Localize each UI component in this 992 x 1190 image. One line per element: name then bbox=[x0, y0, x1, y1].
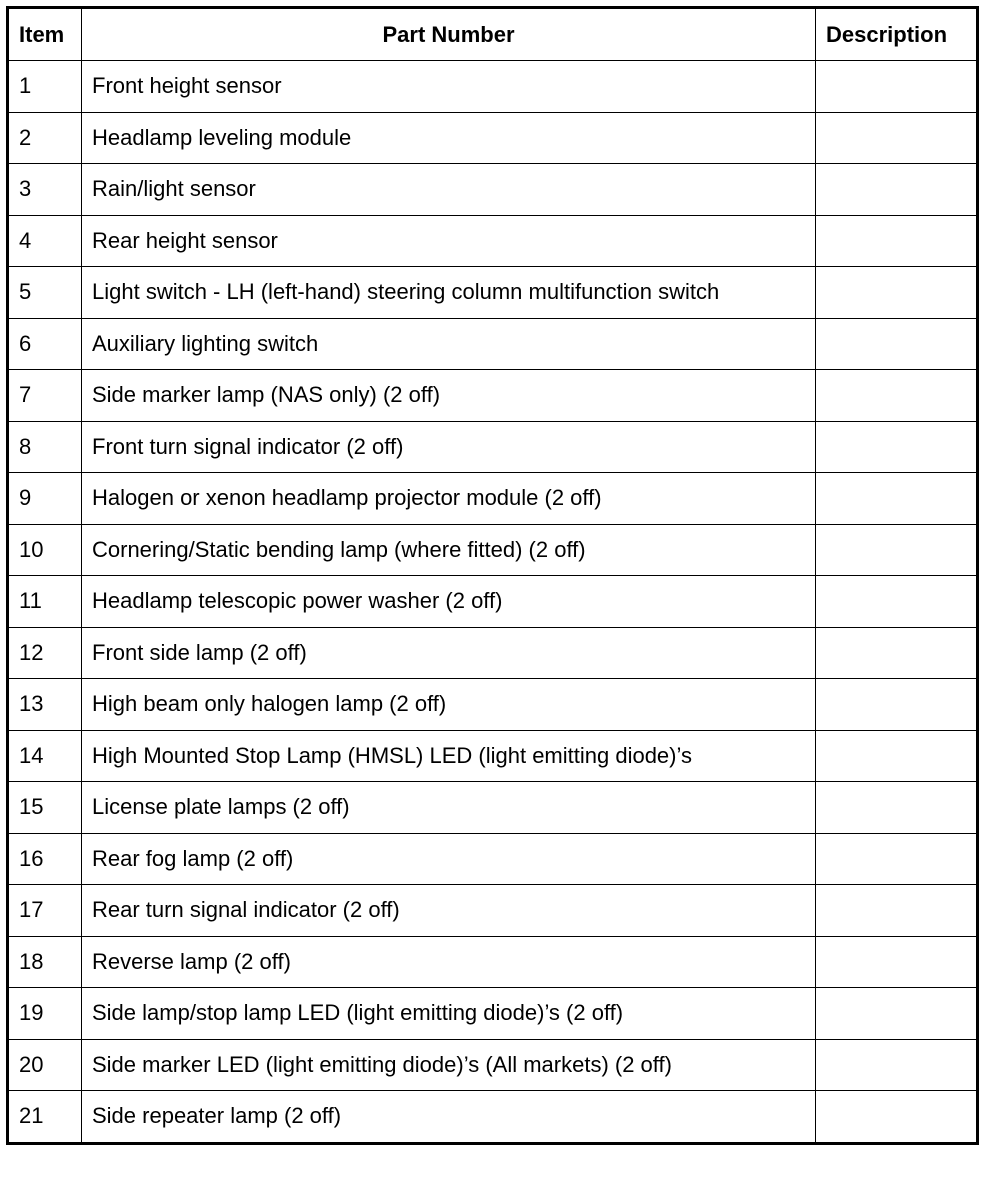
table-row bbox=[8, 885, 978, 937]
description-cell bbox=[816, 988, 978, 1040]
table-row bbox=[8, 267, 978, 319]
table-row bbox=[8, 370, 978, 422]
table-row bbox=[8, 112, 978, 164]
description-cell bbox=[816, 164, 978, 216]
description-cell bbox=[816, 936, 978, 988]
table-row bbox=[8, 782, 978, 834]
table-row bbox=[8, 730, 978, 782]
item-number-cell: 21 bbox=[8, 1091, 82, 1144]
table-row bbox=[8, 421, 978, 473]
item-number-cell: 6 bbox=[8, 318, 82, 370]
part-name-cell: Side marker lamp (NAS only) (2 off) bbox=[82, 370, 816, 422]
description-cell bbox=[816, 112, 978, 164]
part-name-cell: Side repeater lamp (2 off) bbox=[82, 1091, 816, 1144]
description-cell bbox=[816, 473, 978, 525]
table-row bbox=[8, 627, 978, 679]
part-name-cell: Front height sensor bbox=[82, 61, 816, 113]
part-name-cell: Halogen or xenon headlamp projector module (2 off) bbox=[82, 473, 816, 525]
item-number-cell: 18 bbox=[8, 936, 82, 988]
item-number-cell: 9 bbox=[8, 473, 82, 525]
part-name-cell: Front side lamp (2 off) bbox=[82, 627, 816, 679]
part-name-cell: Headlamp leveling module bbox=[82, 112, 816, 164]
table-row bbox=[8, 215, 978, 267]
parts-table bbox=[6, 6, 979, 1145]
item-number-cell: 1 bbox=[8, 61, 82, 113]
table-row bbox=[8, 164, 978, 216]
item-number-cell: 11 bbox=[8, 576, 82, 628]
item-number-cell: 17 bbox=[8, 885, 82, 937]
part-name-cell: License plate lamps (2 off) bbox=[82, 782, 816, 834]
description-cell bbox=[816, 679, 978, 731]
item-number-cell: 13 bbox=[8, 679, 82, 731]
description-cell bbox=[816, 627, 978, 679]
table-row bbox=[8, 473, 978, 525]
description-cell bbox=[816, 61, 978, 113]
part-name-cell: High Mounted Stop Lamp (HMSL) LED (light emitting diode)’s bbox=[82, 730, 816, 782]
description-cell bbox=[816, 885, 978, 937]
description-cell bbox=[816, 267, 978, 319]
part-name-cell: Side marker LED (light emitting diode)’s (All markets) (2 off) bbox=[82, 1039, 816, 1091]
description-cell bbox=[816, 524, 978, 576]
item-number-cell: 16 bbox=[8, 833, 82, 885]
item-number-cell: 2 bbox=[8, 112, 82, 164]
item-number-cell: 20 bbox=[8, 1039, 82, 1091]
part-name-cell: Rear turn signal indicator (2 off) bbox=[82, 885, 816, 937]
part-name-cell: Rear fog lamp (2 off) bbox=[82, 833, 816, 885]
description-cell bbox=[816, 576, 978, 628]
table-row bbox=[8, 524, 978, 576]
part-name-cell: Rear height sensor bbox=[82, 215, 816, 267]
table-row bbox=[8, 318, 978, 370]
table-row bbox=[8, 1091, 978, 1144]
item-number-cell: 12 bbox=[8, 627, 82, 679]
description-cell bbox=[816, 421, 978, 473]
description-cell bbox=[816, 833, 978, 885]
item-number-cell: 8 bbox=[8, 421, 82, 473]
item-number-cell: 4 bbox=[8, 215, 82, 267]
item-number-cell: 19 bbox=[8, 988, 82, 1040]
part-name-cell: Front turn signal indicator (2 off) bbox=[82, 421, 816, 473]
description-cell bbox=[816, 370, 978, 422]
column-header-item: Item bbox=[8, 8, 82, 61]
part-name-cell: Rain/light sensor bbox=[82, 164, 816, 216]
description-cell bbox=[816, 730, 978, 782]
table-row bbox=[8, 61, 978, 113]
table-row bbox=[8, 576, 978, 628]
table-row bbox=[8, 1039, 978, 1091]
table-row bbox=[8, 936, 978, 988]
description-cell bbox=[816, 782, 978, 834]
part-name-cell: Side lamp/stop lamp LED (light emitting diode)’s (2 off) bbox=[82, 988, 816, 1040]
table-row bbox=[8, 988, 978, 1040]
item-number-cell: 14 bbox=[8, 730, 82, 782]
item-number-cell: 10 bbox=[8, 524, 82, 576]
description-cell bbox=[816, 1039, 978, 1091]
table-header-row bbox=[8, 8, 978, 61]
part-name-cell: Reverse lamp (2 off) bbox=[82, 936, 816, 988]
description-cell bbox=[816, 318, 978, 370]
item-number-cell: 15 bbox=[8, 782, 82, 834]
description-cell bbox=[816, 1091, 978, 1144]
part-name-cell: Cornering/Static bending lamp (where fitted) (2 off) bbox=[82, 524, 816, 576]
table-row bbox=[8, 679, 978, 731]
part-name-cell: Headlamp telescopic power washer (2 off) bbox=[82, 576, 816, 628]
part-name-cell: High beam only halogen lamp (2 off) bbox=[82, 679, 816, 731]
part-name-cell: Auxiliary lighting switch bbox=[82, 318, 816, 370]
table-body bbox=[8, 61, 978, 1144]
item-number-cell: 3 bbox=[8, 164, 82, 216]
table-row bbox=[8, 833, 978, 885]
item-number-cell: 5 bbox=[8, 267, 82, 319]
part-name-cell: Light switch - LH (left-hand) steering column multifunction switch bbox=[82, 267, 816, 319]
column-header-part-number: Part Number bbox=[82, 8, 816, 61]
item-number-cell: 7 bbox=[8, 370, 82, 422]
column-header-description: Description bbox=[816, 8, 978, 61]
description-cell bbox=[816, 215, 978, 267]
